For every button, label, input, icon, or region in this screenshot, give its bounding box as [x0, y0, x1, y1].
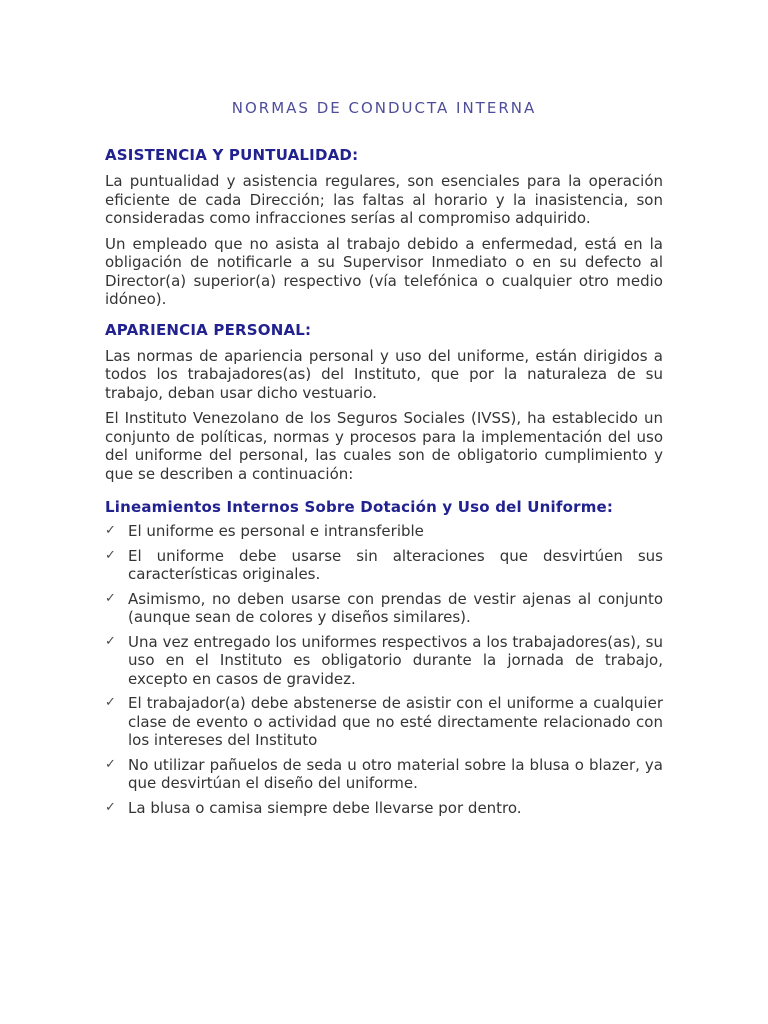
section-asistencia	[105, 146, 663, 309]
list-item	[105, 633, 663, 689]
list-item	[105, 522, 663, 541]
apariencia-paragraph-2: El Instituto Venezolano de los Seguros Sociales (IVSS), ha establecido un conjunto de políticas, normas y procesos para la implementación del uso del uniforme del personal, las cuales son de obligatorio cumplimiento y que se describen a continuación:	[105, 409, 663, 483]
check-icon: ✓	[105, 590, 116, 606]
list-item-text: El trabajador(a) debe abstenerse de asistir con el uniforme a cualquier clase de evento o actividad que no esté directamente relacionado con los intereses del Instituto	[128, 694, 663, 749]
check-icon: ✓	[105, 547, 116, 563]
lineamientos-heading: Lineamientos Internos Sobre Dotación y Uso del Uniforme:	[105, 498, 614, 516]
asistencia-paragraph-2: Un empleado que no asista al trabajo debido a enfermedad, está en la obligación de notificarle a su Supervisor Inmediato o en su defecto al Director(a) superior(a) respectivo (vía telefónica o cualquier otro medio idóneo).	[105, 234, 663, 308]
section-apariencia	[105, 321, 663, 484]
list-item	[105, 694, 663, 750]
list-item	[105, 799, 663, 818]
asistencia-paragraph-1: La puntualidad y asistencia regulares, son esenciales para la operación eficiente de cada Dirección; las faltas al horario y la inasistencia, son consideradas como infracciones serías al compromiso adquirido.	[105, 172, 663, 227]
section-lineamientos	[105, 498, 663, 817]
list-item	[105, 547, 663, 584]
check-icon: ✓	[105, 756, 116, 772]
check-icon: ✓	[105, 799, 116, 815]
check-icon: ✓	[105, 695, 116, 710]
list-item-text: Una vez entregado los uniformes respectivos a los trabajadores(as), su uso en el Instituto es obligatorio durante la jornada de trabajo, excepto en casos de gravidez.	[128, 632, 663, 688]
uniform-guidelines-list	[105, 522, 663, 817]
check-icon: ✓	[105, 523, 116, 538]
list-item-text: El uniforme es personal e intransferible	[128, 522, 424, 540]
list-item	[105, 756, 663, 793]
list-item-text: La blusa o camisa siempre debe llevarse por dentro.	[128, 798, 522, 817]
list-item-text: El uniforme debe usarse sin alteraciones que desvirtúen sus características originales.	[128, 546, 663, 583]
list-item-text: Asimismo, no deben usarse con prendas de vestir ajenas al conjunto (aunque sean de colores y diseños similares).	[128, 589, 663, 626]
list-item-text: No utilizar pañuelos de seda u otro material sobre la blusa o blazer, ya que desvirtúan el diseño del uniforme.	[128, 755, 663, 792]
document-title: NORMAS DE CONDUCTA INTERNA	[231, 99, 537, 117]
apariencia-heading: APARIENCIA PERSONAL:	[105, 320, 312, 339]
asistencia-heading: ASISTENCIA Y PUNTUALIDAD:	[105, 146, 359, 164]
check-icon: ✓	[105, 633, 116, 649]
list-item	[105, 590, 663, 627]
apariencia-paragraph-1: Las normas de apariencia personal y uso del uniforme, están dirigidos a todos los trabajadores(as) del Instituto, que por la naturaleza de su trabajo, deban usar dicho vestuario.	[105, 346, 663, 402]
